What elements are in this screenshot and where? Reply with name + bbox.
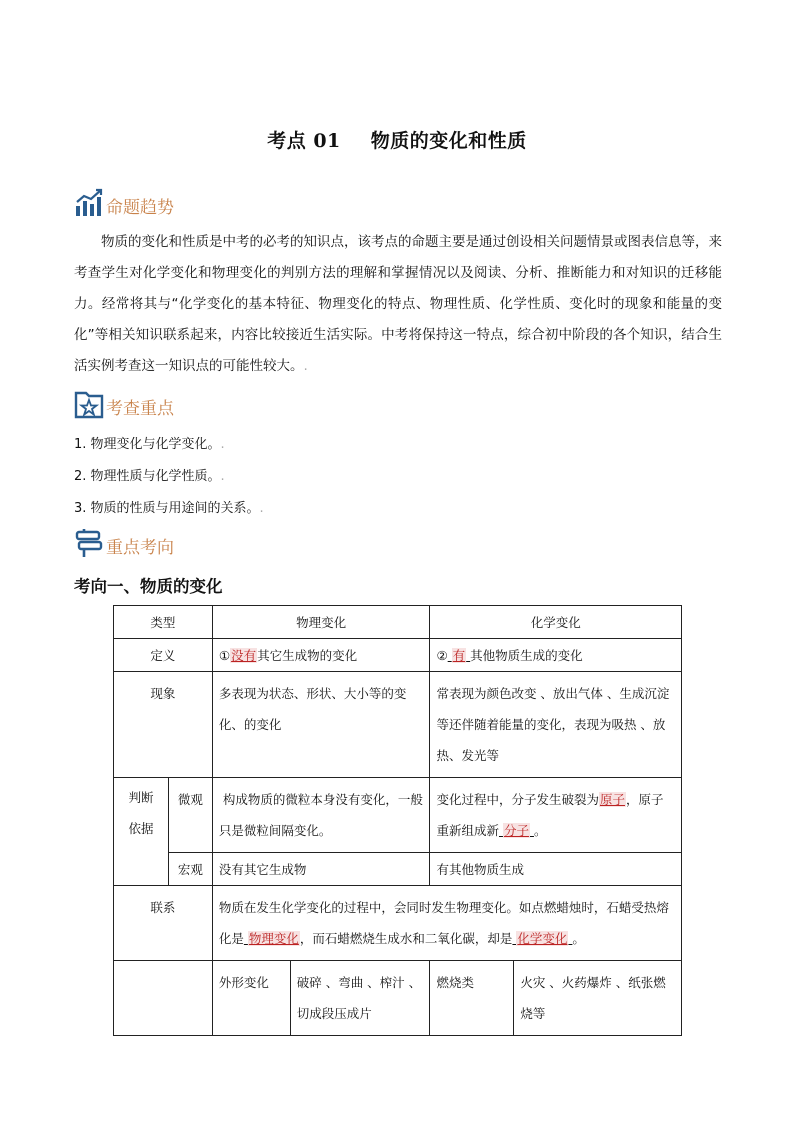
table-row-definition <box>114 639 682 672</box>
micro-chemical: 变化过程中，分子发生破裂为原子，原子重新组成新 分子 。 <box>430 778 682 853</box>
focus-item: 2. 物理性质与化学性质。. <box>74 469 225 484</box>
section-focus <box>74 385 174 419</box>
example-items: 破碎 、弯曲 、榨汁 、切成段压成片 <box>290 961 430 1036</box>
topic-name: 物质的变化和性质 <box>370 130 527 152</box>
row-label: 联系 <box>114 886 213 961</box>
page-title <box>0 126 794 153</box>
example-label: 燃烧类 <box>430 961 514 1036</box>
macro-physical: 没有其它生成物 <box>212 853 430 886</box>
trend-paragraph: 物质的变化和性质是中考的必考的知识点，该考点的命题主要是通过创设相关问题情景或图表信息等，来考查学生对化学变化和物理变化的判别方法的理解和掌握情况以及阅读、分析、推断能力和对知识的迁移能力。经常将其与“化学变化的基本特征、物理变化的特点、物理性质、化学性质、变化时的现象和能量的变化”等相关知识联系起来，内容比较接近生活实际。中考将保持这一特点，综合初中阶段的各个知识，结合生活实例考查这一知识点的可能性较大。. <box>74 234 722 374</box>
section-trend <box>74 184 174 218</box>
section-heading: 重点考向 <box>106 538 174 558</box>
micro-physical: 构成物质的微粒本身没有变化，一般只是微粒间隔变化。 <box>212 778 430 853</box>
macro-label: 宏观 <box>168 853 212 886</box>
table-header-row <box>114 606 682 639</box>
changes-table <box>113 605 682 1036</box>
folder-star-icon <box>74 389 104 419</box>
trend-text: 物质的变化和性质是中考的必考的知识点，该考点的命题主要是通过创设相关问题情景或图表信息等，来考查学生对化学变化和物理变化的判别方法的理解和掌握情况以及阅读、分析、推断能力和对知识的迁移能力。经常将其与“化学变化的基本特征、物理变化的特点、物理性质、化学性质、变化时的现象和能量的变化”等相关知识联系起来，内容比较接近生活实际。中考将保持这一特点，综合初中阶段的各个知识，结合生活实例考查这一知识点的可能性较大。 <box>74 234 722 374</box>
micro-label: 微观 <box>168 778 212 853</box>
kaodian-number: 考点 01 <box>267 130 341 152</box>
section-heading: 考查重点 <box>106 399 174 419</box>
section-direction <box>74 524 174 558</box>
answer-blank: 化学变化 <box>517 931 568 946</box>
table-row-micro <box>114 778 682 853</box>
header-type: 类型 <box>114 606 213 639</box>
signpost-icon <box>74 528 104 558</box>
answer-blank: 有 <box>452 647 466 663</box>
answer-blank: 物理变化 <box>248 931 299 946</box>
example-label: 外形变化 <box>212 961 290 1036</box>
answer-blank: 原子 <box>599 792 625 807</box>
header-physical: 物理变化 <box>212 606 430 639</box>
table-row-macro <box>114 853 682 886</box>
focus-item: 1. 物理变化与化学变化。. <box>74 437 225 452</box>
header-chemical: 化学变化 <box>430 606 682 639</box>
table-row-link <box>114 886 682 961</box>
bar-chart-icon <box>74 188 104 218</box>
link-content: 物质在发生化学变化的过程中，会同时发生物理变化。如点燃蜡烛时，石蜡受热熔化是 物理变化，而石蜡燃烧生成水和二氧化碳，却是 化学变化 。 <box>212 886 681 961</box>
examples-empty-cell <box>114 961 213 1036</box>
example-items: 火灾 、火药爆炸 、纸张燃烧等 <box>514 961 682 1036</box>
row-label: 现象 <box>114 672 213 778</box>
macro-chemical: 有其他物质生成 <box>430 853 682 886</box>
answer-blank: 分子 <box>503 823 529 838</box>
section-heading: 命题趋势 <box>106 198 174 218</box>
phenomenon-physical: 多表现为状态、形状、大小等的变化、的变化 <box>212 672 430 778</box>
definition-chemical: ② 有 其他物质生成的变化 <box>430 639 682 672</box>
direction-title: 考向一、物质的变化 <box>74 577 223 596</box>
table-row-examples <box>114 961 682 1036</box>
phenomenon-chemical: 常表现为颜色改变 、放出气体 、生成沉淀等还伴随着能量的变化，表现为吸热 、放热、发光等 <box>430 672 682 778</box>
answer-blank: 没有 <box>231 647 257 663</box>
focus-item: 3. 物质的性质与用途间的关系。. <box>74 501 264 516</box>
definition-physical: ①没有其它生成物的变化 <box>212 639 430 672</box>
basis-label: 判断 依据 <box>114 778 169 886</box>
row-label: 定义 <box>114 639 213 672</box>
table-row-phenomenon <box>114 672 682 778</box>
